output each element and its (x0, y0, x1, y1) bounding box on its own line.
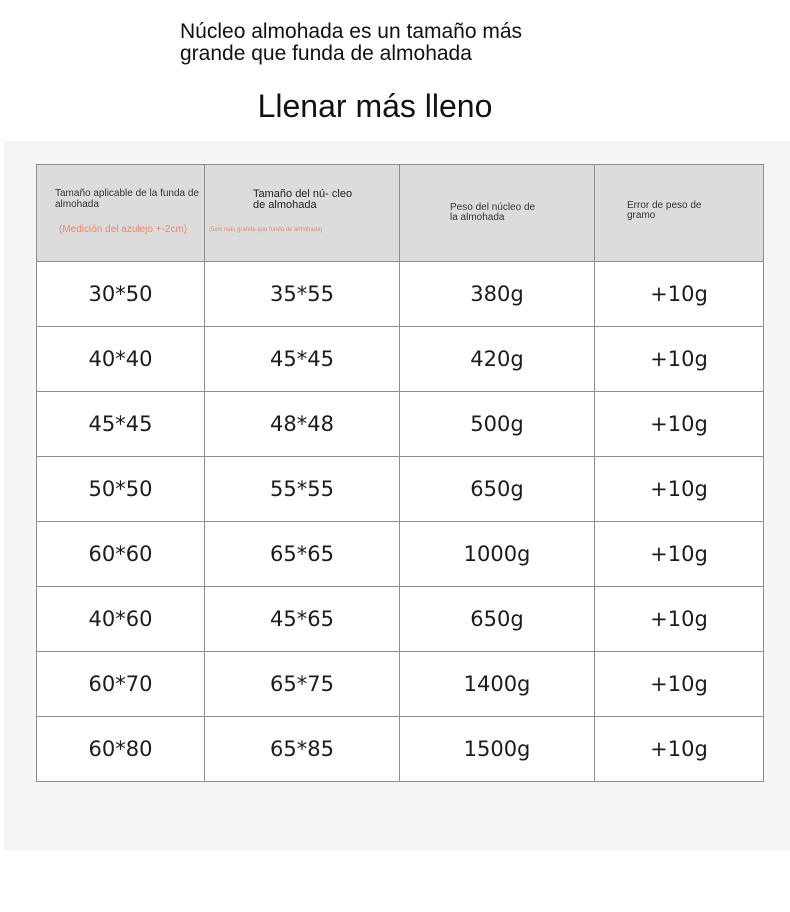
cell-pillowcase-size: 30*50 (37, 262, 205, 327)
cell-weight-error: +10g (595, 717, 764, 782)
header-core-weight (400, 165, 595, 262)
cell-core-size: 45*45 (205, 327, 400, 392)
size-table (36, 164, 764, 782)
cell-core-weight: 1400g (400, 652, 595, 717)
table-row (37, 522, 764, 587)
cell-core-size: 65*75 (205, 652, 400, 717)
header-weight-error (595, 165, 764, 262)
cell-pillowcase-size: 40*60 (37, 587, 205, 652)
intro-text (180, 21, 522, 65)
cell-core-weight: 500g (400, 392, 595, 457)
cell-weight-error: +10g (595, 522, 764, 587)
cell-weight-error: +10g (595, 327, 764, 392)
cell-core-weight: 650g (400, 587, 595, 652)
table-row (37, 327, 764, 392)
cell-pillowcase-size: 60*60 (37, 522, 205, 587)
cell-core-size: 65*85 (205, 717, 400, 782)
cell-core-weight: 420g (400, 327, 595, 392)
cell-pillowcase-size: 40*40 (37, 327, 205, 392)
cell-core-weight: 380g (400, 262, 595, 327)
table-row (37, 392, 764, 457)
header-core-size-label: Tamaño del nú- cleo de almohada (253, 188, 353, 211)
cell-core-size: 65*65 (205, 522, 400, 587)
cell-pillowcase-size: 60*70 (37, 652, 205, 717)
cell-weight-error: +10g (595, 587, 764, 652)
header-weight-error-label: Error de peso de gramo (627, 200, 702, 221)
cell-weight-error: +10g (595, 392, 764, 457)
header-core-size (205, 165, 400, 262)
header-pillowcase-size-note: (Medición del azulejo +-2cm) (59, 224, 188, 235)
cell-pillowcase-size: 50*50 (37, 457, 205, 522)
header-core-size-note: (5cm más grande que funda de almohada) (209, 227, 323, 233)
table-row (37, 717, 764, 782)
cell-weight-error: +10g (595, 262, 764, 327)
intro-line-2: grande que funda de almohada (180, 42, 472, 65)
cell-core-size: 45*65 (205, 587, 400, 652)
cell-pillowcase-size: 60*80 (37, 717, 205, 782)
cell-pillowcase-size: 45*45 (37, 392, 205, 457)
cell-core-weight: 1000g (400, 522, 595, 587)
cell-core-weight: 650g (400, 457, 595, 522)
cell-core-size: 48*48 (205, 392, 400, 457)
header-core-weight-label: Peso del núcleo de la almohada (450, 202, 536, 223)
cell-core-size: 55*55 (205, 457, 400, 522)
cell-core-size: 35*55 (205, 262, 400, 327)
table-row (37, 587, 764, 652)
cell-weight-error: +10g (595, 457, 764, 522)
table-row (37, 457, 764, 522)
header-pillowcase-size-label: Tamaño aplicable de la funda de almohada (55, 188, 199, 210)
headline: Llenar más lleno (257, 88, 493, 124)
intro-line-1: Núcleo almohada es un tamaño más (180, 20, 523, 43)
header-pillowcase-size (37, 165, 205, 262)
cell-weight-error: +10g (595, 652, 764, 717)
table-row (37, 262, 764, 327)
table-header-row (37, 165, 764, 262)
table-row (37, 652, 764, 717)
cell-core-weight: 1500g (400, 717, 595, 782)
